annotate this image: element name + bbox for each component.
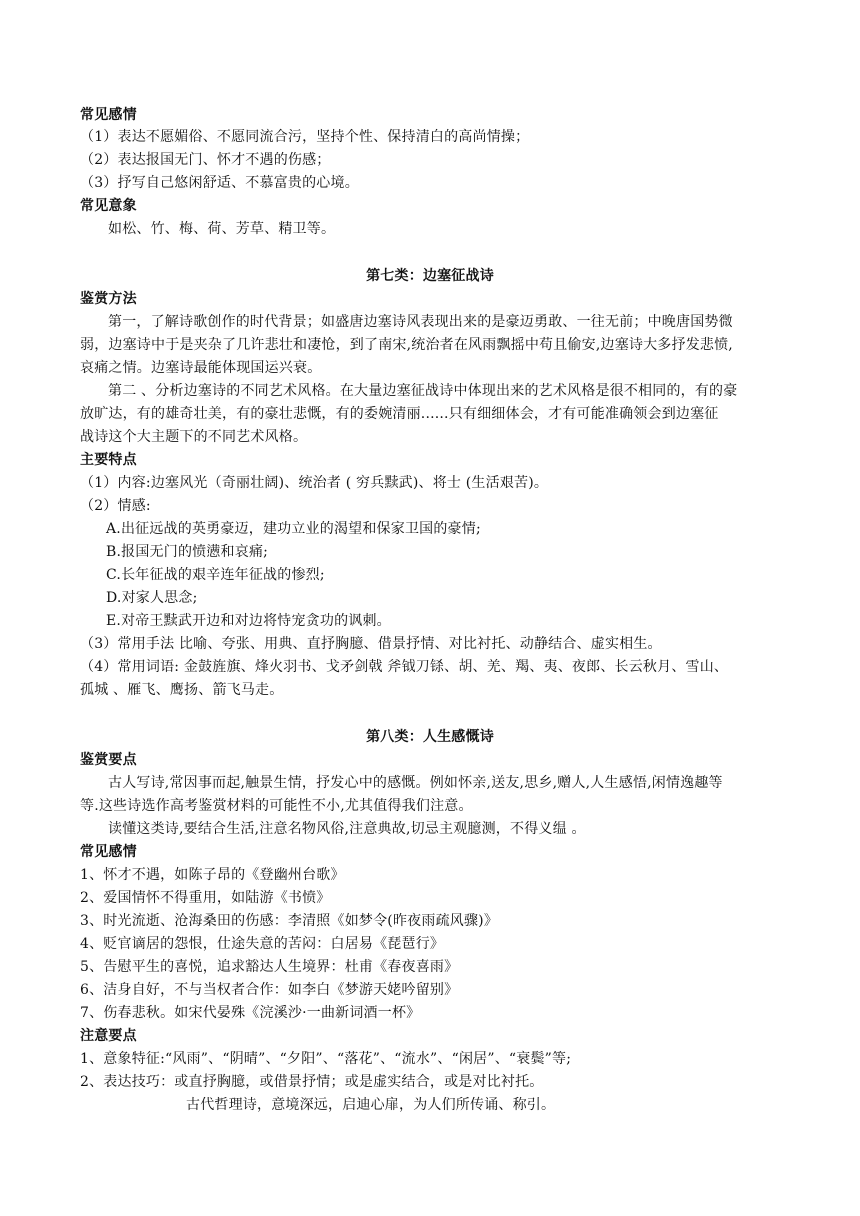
images-text: 如松、竹、梅、荷、芳草、精卫等。 — [108, 221, 336, 237]
list-item-1: 1、怀才不遇，如陈子昂的《登幽州台歌》 — [80, 867, 345, 883]
heading-notes: 注意要点 — [80, 1028, 137, 1044]
points-1-line-1: 古人写诗,常因事而起,触景生情，抒发心中的感慨。例如怀亲,送友,思乡,赠人,人生感悟,闲情逸趣等 — [108, 775, 723, 791]
section-8-title: 第八类：人生感慨诗 — [366, 729, 494, 745]
feature-2-e: E.对帝王黩武开边和对边将恃宠贪功的讽刺。 — [106, 613, 391, 629]
emotion-item-1: （1）表达不愿媚俗、不愿同流合污，坚持个性、保持清白的高尚情操； — [80, 129, 530, 145]
list-item-2: 2、爱国情怀不得重用，如陆游《书愤》 — [80, 890, 331, 906]
section-7-title: 第七类：边塞征战诗 — [366, 268, 494, 284]
feature-4-line-2: 孤城 、雁飞、鹰扬、箭飞马走。 — [80, 682, 284, 698]
closing-line: 古代哲理诗，意境深远，启迪心扉，为人们所传诵、称引。 — [186, 1097, 556, 1113]
method-1-line-3: 哀痛之情。边塞诗最能体现国运兴衰。 — [80, 360, 322, 376]
feature-2-b: B.报国无门的愤懑和哀痛; — [106, 544, 269, 560]
heading-common-emotions: 常见感情 — [80, 107, 137, 123]
feature-3: （3）常用手法 比喻、夸张、用典、直抒胸臆、借景抒情、对比衬托、动静结合、虚实相生。 — [80, 636, 662, 652]
emotion-item-2: （2）表达报国无门、怀才不遇的伤感； — [80, 152, 331, 168]
list-item-7: 7、伤春悲秋。如宋代晏殊《浣溪沙·一曲新词酒一杯》 — [80, 1005, 421, 1021]
list-item-5: 5、告慰平生的喜悦，追求豁达人生境界：杜甫《春夜喜雨》 — [80, 959, 459, 975]
note-item-1: 1、意象特征:“风雨”、“阴晴”、“夕阳”、“落花”、“流水”、“闲居”、“衰鬓”等; — [80, 1051, 572, 1067]
heading-common-emotions-8: 常见感情 — [80, 844, 137, 860]
feature-2-c: C.长年征战的艰辛连年征战的惨烈; — [106, 567, 325, 583]
heading-appreciation-points: 鉴赏要点 — [80, 752, 137, 768]
method-2-line-1: 第二 、分析边塞诗的不同艺术风格。在大量边塞征战诗中体现出来的艺术风格是很不相同的，有的豪 — [108, 383, 738, 399]
feature-4-line-1: （4）常用词语: 金鼓旌旗、烽火羽书、戈矛剑戟 斧钺刀铩、胡、羌、羯、夷、夜郎、长云秋月、雪山、 — [80, 659, 729, 675]
emotion-item-3: （3）抒写自己悠闲舒适、不慕富贵的心境。 — [80, 175, 359, 191]
method-1-line-1: 第一，了解诗歌创作的时代背景；如盛唐边塞诗风表现出来的是豪迈勇敢、一往无前；中晚唐国势微 — [108, 314, 733, 330]
method-1-line-2: 弱，边塞诗中于是夹杂了几许悲壮和凄怆，到了南宋,统治者在风雨飘摇中苟且偷安,边塞诗大多抒发悲愤, — [80, 337, 733, 353]
list-item-6: 6、洁身自好，不与当权者合作：如李白《梦游天姥吟留别》 — [80, 982, 459, 998]
method-2-line-2: 放旷达，有的雄奇壮美，有的豪壮悲慨，有的委婉清丽......只有细细体会，才有可能准确领会到边塞征 — [80, 406, 719, 422]
list-item-3: 3、时光流逝、沧海桑田的伤感：李清照《如梦令(昨夜雨疏风骤)》 — [80, 913, 499, 929]
feature-2-a: A.出征远战的英勇豪迈，建功立业的渴望和保家卫国的豪情; — [106, 521, 481, 537]
heading-common-images: 常见意象 — [80, 198, 137, 214]
points-1-line-2: 等.这些诗选作高考鉴赏材料的可能性不小,尤其值得我们注意。 — [80, 798, 473, 814]
feature-2: （2）情感: — [80, 498, 151, 514]
list-item-4: 4、贬官谪居的怨恨，仕途失意的苦闷：白居易《琵琶行》 — [80, 936, 445, 952]
heading-main-features: 主要特点 — [80, 452, 137, 468]
feature-1: （1）内容:边塞风光（奇丽壮阔)、统治者 ( 穷兵黩武)、将士 (生活艰苦)。 — [80, 475, 549, 491]
method-2-line-3: 战诗这个大主题下的不同艺术风格。 — [80, 429, 308, 445]
heading-appreciation-method: 鉴赏方法 — [80, 291, 137, 307]
note-item-2: 2、表达技巧：或直抒胸臆，或借景抒情；或是虚实结合，或是对比衬托。 — [80, 1074, 544, 1090]
points-2: 读懂这类诗,要结合生活,注意名物风俗,注意典故,切忌主观臆测，不得义缊 。 — [108, 821, 586, 837]
feature-2-d: D.对家人思念; — [106, 590, 198, 606]
